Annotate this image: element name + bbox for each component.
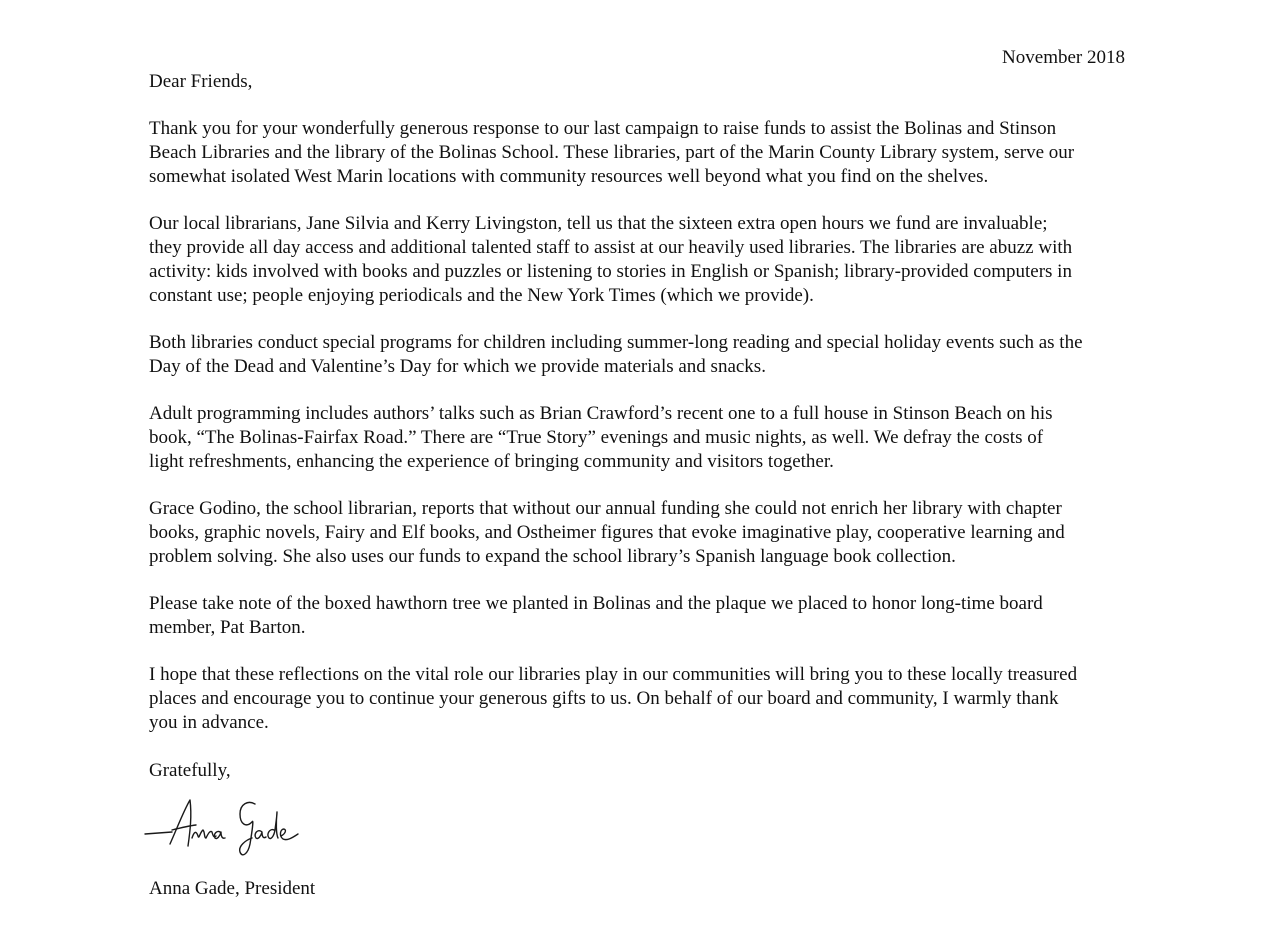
paragraph-line: member, Pat Barton. [149,617,306,638]
paragraph-line: activity: kids involved with books and puzzles or listening to stories in English or Spanish; library-provided computers in [149,261,1072,282]
closing: Gratefully, [149,760,231,781]
paragraph-line: I hope that these reflections on the vital role our libraries play in our communities will bring you to these locally treasured [149,664,1078,685]
paragraph-line: constant use; people enjoying periodicals and the New York Times (which we provide). [149,285,814,306]
paragraph-line: Day of the Dead and Valentine’s Day for which we provide materials and snacks. [149,356,766,377]
paragraph-line: Beach Libraries and the library of the Bolinas School. These libraries, part of the Marin County Library system, serve our [149,142,1075,163]
signer-name: Anna Gade, President [149,878,316,899]
paragraph-line: Adult programming includes authors’ talks such as Brian Crawford’s recent one to a full house in Stinson Beach on his [149,403,1053,424]
paragraph-1 [149,117,1139,189]
salutation: Dear Friends, [149,71,253,92]
paragraph-line: Grace Godino, the school librarian, reports that without our annual funding she could not enrich her library with chapter [149,498,1062,519]
paragraph-3 [149,331,1139,379]
paragraph-2 [149,212,1139,308]
paragraph-5 [149,497,1139,569]
paragraph-line: Thank you for your wonderfully generous response to our last campaign to raise funds to assist the Bolinas and Stinson [149,118,1057,139]
paragraph-line: places and encourage you to continue your generous gifts to us. On behalf of our board and community, I warmly thank [149,688,1059,709]
paragraph-line: Both libraries conduct special programs for children including summer-long reading and special holiday events such as the [149,332,1083,353]
paragraph-line: somewhat isolated West Marin locations with community resources well beyond what you find on the shelves. [149,166,989,187]
paragraph-6 [149,592,1139,640]
letter-date: November 2018 [1002,47,1125,68]
handwritten-signature [140,792,310,864]
paragraph-line: problem solving. She also uses our funds to expand the school library’s Spanish language book collection. [149,546,956,567]
letter-body [149,70,1139,758]
paragraph-4 [149,402,1139,474]
paragraph-line: you in advance. [149,712,269,733]
paragraph-line: they provide all day access and additional talented staff to assist at our heavily used libraries. The libraries are abuzz with [149,237,1073,258]
paragraph-line: Our local librarians, Jane Silvia and Kerry Livingston, tell us that the sixteen extra open hours we fund are invaluable; [149,213,1048,234]
paragraph-line: book, “The Bolinas-Fairfax Road.” There are “True Story” evenings and music nights, as well. We defray the costs of [149,427,1044,448]
paragraph-line: books, graphic novels, Fairy and Elf books, and Ostheimer figures that evoke imaginative play, cooperative learning and [149,522,1065,543]
paragraph-line: Please take note of the boxed hawthorn tree we planted in Bolinas and the plaque we placed to honor long-time board [149,593,1043,614]
paragraph-7 [149,663,1139,735]
paragraph-line: light refreshments, enhancing the experience of bringing community and visitors together. [149,451,834,472]
